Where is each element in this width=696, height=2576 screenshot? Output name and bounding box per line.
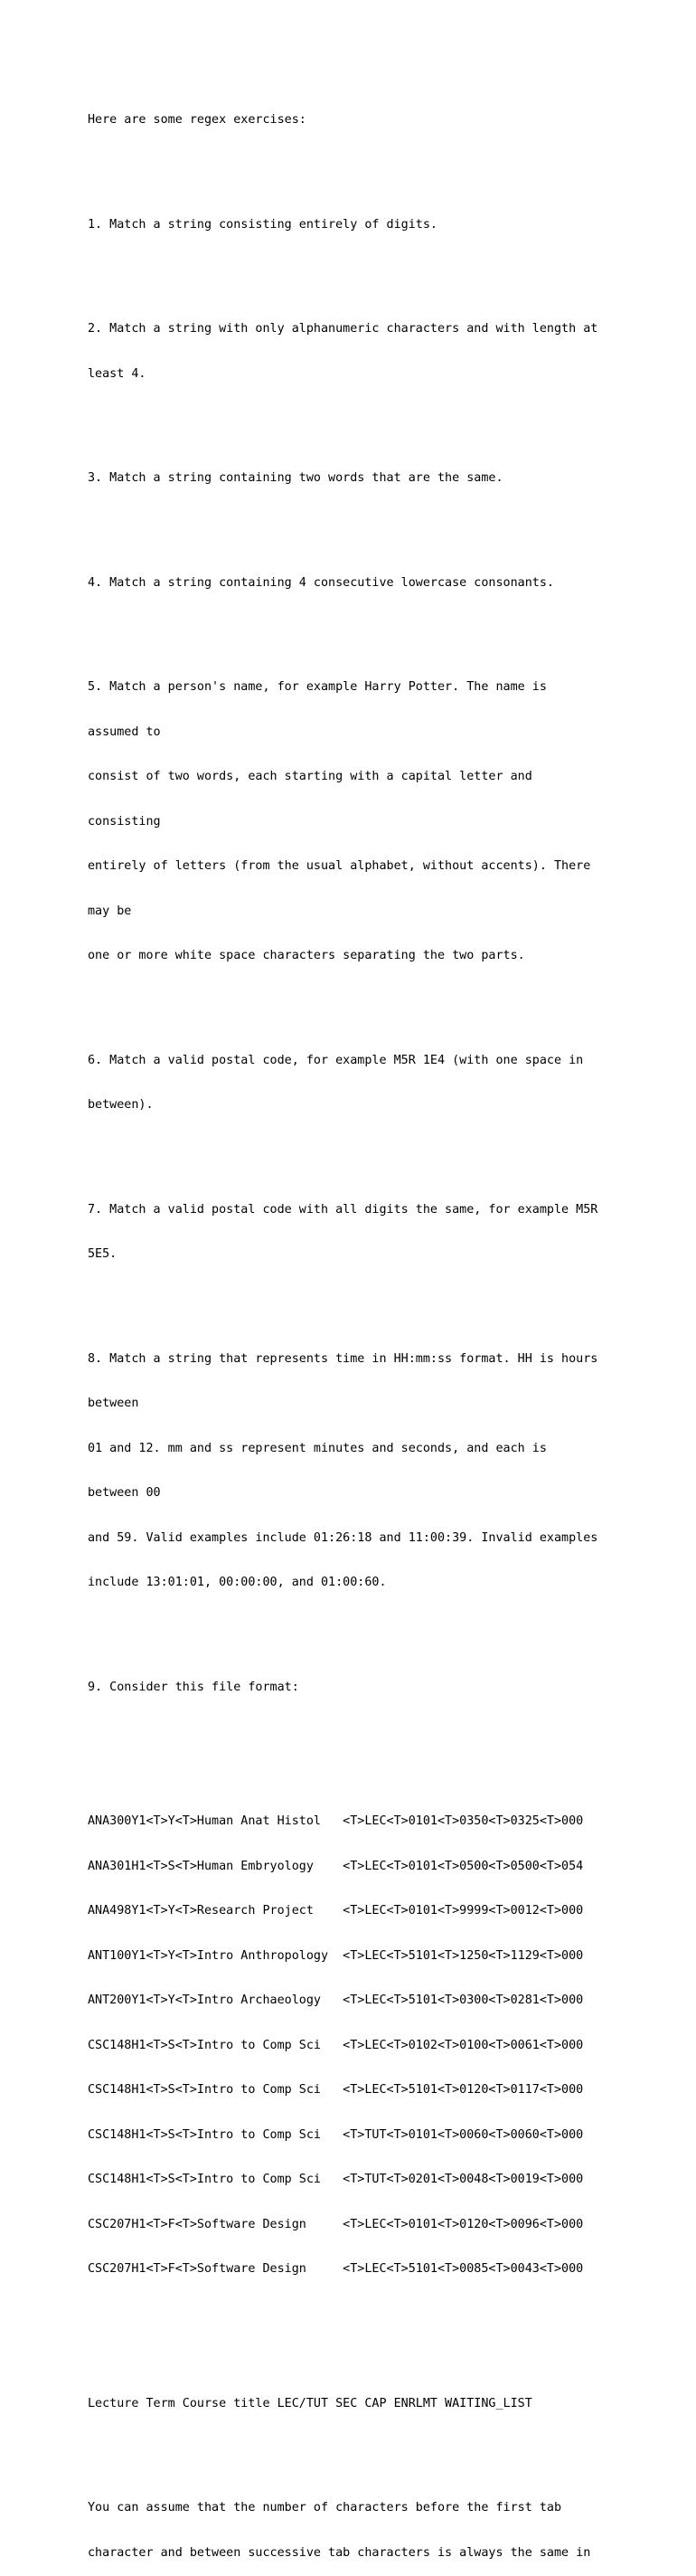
- spacer: [88, 1621, 666, 1636]
- spacer: [88, 1293, 666, 1308]
- file-row: CSC207H1<T>F<T>Software Design <T>LEC<T>5101<T>0085<T>0043<T>000: [88, 2262, 584, 2276]
- document-page: [88, 83, 666, 2576]
- exercise-8-line-3: 01 and 12. mm and ss represent minutes and seconds, and each is: [88, 1441, 547, 1455]
- exercise-3: 3. Match a string containing two words that are the same.: [88, 471, 503, 485]
- file-row: CSC148H1<T>S<T>Intro to Comp Sci <T>LEC<T>0102<T>0100<T>0061<T>000: [88, 2038, 584, 2052]
- file-format-listing: [88, 1785, 666, 2307]
- exercise-5-line-7: one or more white space characters separating the two parts.: [88, 949, 525, 962]
- spacer: [88, 2337, 666, 2353]
- exercise-5-line-3: consist of two words, each starting with a capital letter and: [88, 770, 532, 783]
- final-paragraph-line-1: You can assume that the number of characters before the first tab: [88, 2501, 562, 2514]
- final-paragraph-line-2: character and between successive tab characters is always the same in: [88, 2545, 591, 2560]
- file-row: CSC148H1<T>S<T>Intro to Comp Sci <T>LEC<T>5101<T>0120<T>0117<T>000: [88, 2083, 584, 2097]
- exercise-5-line-6: may be: [88, 904, 132, 918]
- exercise-7-line-2: 5E5.: [88, 1247, 118, 1261]
- spacer: [88, 2441, 666, 2457]
- file-row: ANA300Y1<T>Y<T>Human Anat Histol <T>LEC<T>0101<T>0350<T>0325<T>000: [88, 1814, 584, 1828]
- exercise-4: 4. Match a string containing 4 consecutive lowercase consonants.: [88, 575, 554, 590]
- exercise-6-line-2: between).: [88, 1098, 154, 1112]
- exercise-2-line-2: least 4.: [88, 366, 146, 381]
- exercise-5-line-1: 5. Match a person's name, for example Harry Potter. The name is: [88, 680, 547, 694]
- file-row: CSC148H1<T>S<T>Intro to Comp Sci <T>TUT<T>0201<T>0048<T>0019<T>000: [88, 2173, 584, 2186]
- file-row: CSC148H1<T>S<T>Intro to Comp Sci <T>TUT<T>0101<T>0060<T>0060<T>000: [88, 2127, 584, 2142]
- spacer: [88, 412, 666, 427]
- spacer: [88, 158, 666, 174]
- exercise-8-line-2: between: [88, 1397, 139, 1410]
- intro-text: Here are some regex exercises:: [88, 113, 306, 127]
- file-row: ANA301H1<T>S<T>Human Embryology <T>LEC<T>0101<T>0500<T>0500<T>054: [88, 1859, 584, 1873]
- exercise-5-line-5: entirely of letters (from the usual alphabet, without accents). There: [88, 859, 591, 873]
- file-row: ANA498Y1<T>Y<T>Research Project <T>LEC<T>0101<T>9999<T>0012<T>000: [88, 1904, 584, 1918]
- exercise-8-line-6: include 13:01:01, 00:00:00, and 01:00:60.: [88, 1576, 387, 1589]
- file-row: ANT200Y1<T>Y<T>Intro Archaeology <T>LEC<T>5101<T>0300<T>0281<T>000: [88, 1994, 584, 2007]
- file-row: CSC207H1<T>F<T>Software Design <T>LEC<T>0101<T>0120<T>0096<T>000: [88, 2217, 584, 2231]
- exercise-2-line-1: 2. Match a string with only alphanumeric characters and with length at: [88, 322, 598, 336]
- spacer: [88, 1725, 666, 1740]
- field-legend: Lecture Term Course title LEC/TUT SEC CAP ENRLMT WAITING_LIST: [88, 2396, 532, 2410]
- spacer: [88, 516, 666, 532]
- exercise-5-line-4: consisting: [88, 814, 161, 829]
- exercise-9: 9. Consider this file format:: [88, 1680, 299, 1694]
- exercise-1: 1. Match a string consisting entirely of digits.: [88, 217, 437, 232]
- spacer: [88, 994, 666, 1009]
- exercise-8-line-5: and 59. Valid examples include 01:26:18 and 11:00:39. Invalid examples: [88, 1530, 598, 1545]
- exercise-7-line-1: 7. Match a valid postal code with all digits the same, for example M5R: [88, 1202, 598, 1217]
- spacer: [88, 620, 666, 636]
- file-row: ANT100Y1<T>Y<T>Intro Anthropology <T>LEC<T>5101<T>1250<T>1129<T>000: [88, 1948, 584, 1963]
- spacer: [88, 1143, 666, 1159]
- exercise-5-line-2: assumed to: [88, 724, 161, 739]
- exercise-8-line-1: 8. Match a string that represents time in HH:mm:ss format. HH is hours: [88, 1351, 598, 1366]
- exercise-6-line-1: 6. Match a valid postal code, for example M5R 1E4 (with one space in: [88, 1053, 584, 1067]
- exercise-8-line-4: between 00: [88, 1486, 161, 1500]
- spacer: [88, 262, 666, 278]
